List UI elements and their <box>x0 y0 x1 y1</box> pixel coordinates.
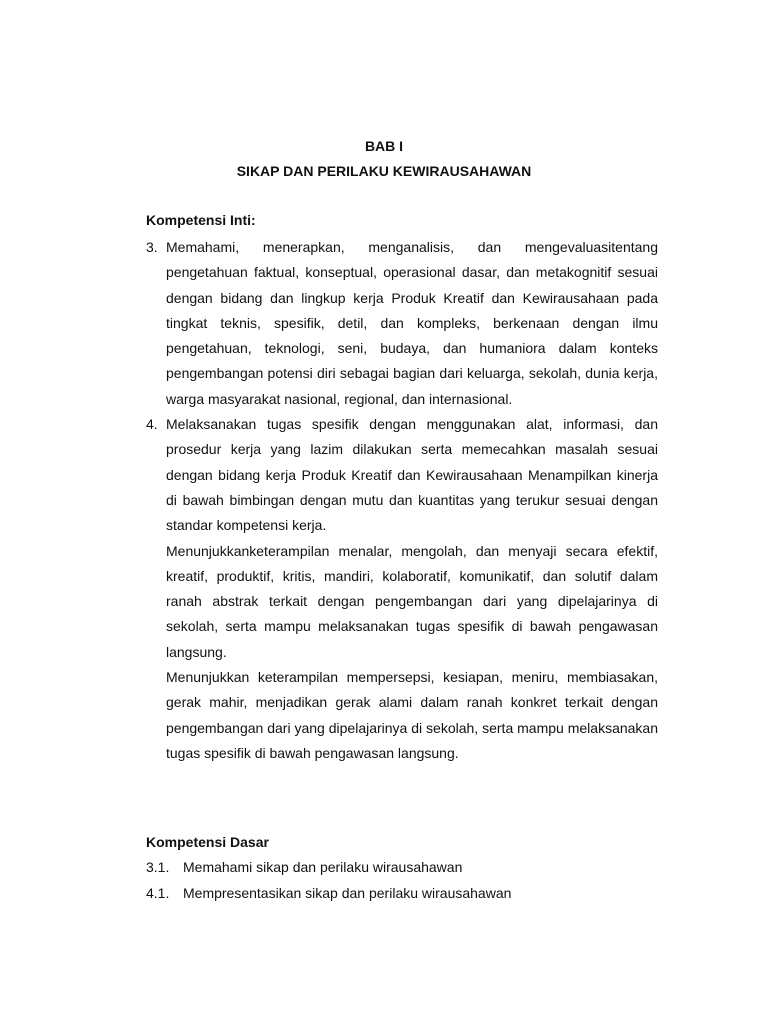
item-number: 3.1. <box>146 859 170 875</box>
kompetensi-inti-heading: Kompetensi Inti: <box>146 212 256 228</box>
kompetensi-inti-list <box>146 235 658 766</box>
item-text: Melaksanakan tugas spesifik dengan menggunakan alat, informasi, dan prosedur kerja yang lazim dilakukan serta memecahkan masalah sesuai dengan bidang kerja Produk Kreatif dan Kewirausahaan Menampilkan kinerja di bawah bimbingan dengan mutu dan kuantitas yang terukur sesuai dengan standar kompetensi kerja. <box>166 416 658 534</box>
item-text: Memahami sikap dan perilaku wirausahawan <box>183 859 463 875</box>
item-text: Mempresentasikan sikap dan perilaku wirausahawan <box>183 884 512 901</box>
item-text: Memahami, menerapkan, menganalisis, dan mengevaluasitentang pengetahuan faktual, konseptual, operasional dasar, dan metakognitif sesuai dengan bidang dan lingkup kerja Produk Kreatif dan Kewirausahaan pada tingkat teknis, spesifik, detil, dan kompleks, berkenaan dengan ilmu pengetahuan, teknologi, seni, budaya, dan humaniora dalam konteks pengembangan potensi diri sebagai bagian dari keluarga, sekolah, dunia kerja, warga masyarakat nasional, regional, dan internasional. <box>166 239 658 407</box>
chapter-title: SIKAP DAN PERILAKU KEWIRAUSAHAWAN <box>236 163 532 179</box>
item-number: 4. <box>146 416 158 433</box>
kompetensi-dasar-heading: Kompetensi Dasar <box>146 834 269 850</box>
list-item <box>146 235 658 412</box>
item-number: 3. <box>146 239 158 255</box>
list-item <box>146 881 658 907</box>
chapter-label: BAB I <box>364 138 404 154</box>
list-item <box>146 412 658 538</box>
paragraph: Menunjukkanketerampilan menalar, mengolah, dan menyaji secara efektif, kreatif, produktif, kritis, mandiri, kolaboratif, komunikatif, dan solutif dalam ranah abstrak terkait dengan pengembangan dari yang dipelajarinya di sekolah, serta mampu melaksanakan tugas spesifik di bawah pengawasan langsung. <box>166 542 658 660</box>
item-number: 4.1. <box>146 884 170 901</box>
paragraph: Menunjukkan keterampilan mempersepsi, kesiapan, meniru, membiasakan, gerak mahir, menjadikan gerak alami dalam ranah konkret terkait dengan pengembangan dari yang dipelajarinya di sekolah, serta mampu melaksanakan tugas spesifik di bawah pengawasan langsung. <box>166 669 658 761</box>
kompetensi-dasar-list <box>146 855 658 906</box>
list-item <box>146 855 658 881</box>
